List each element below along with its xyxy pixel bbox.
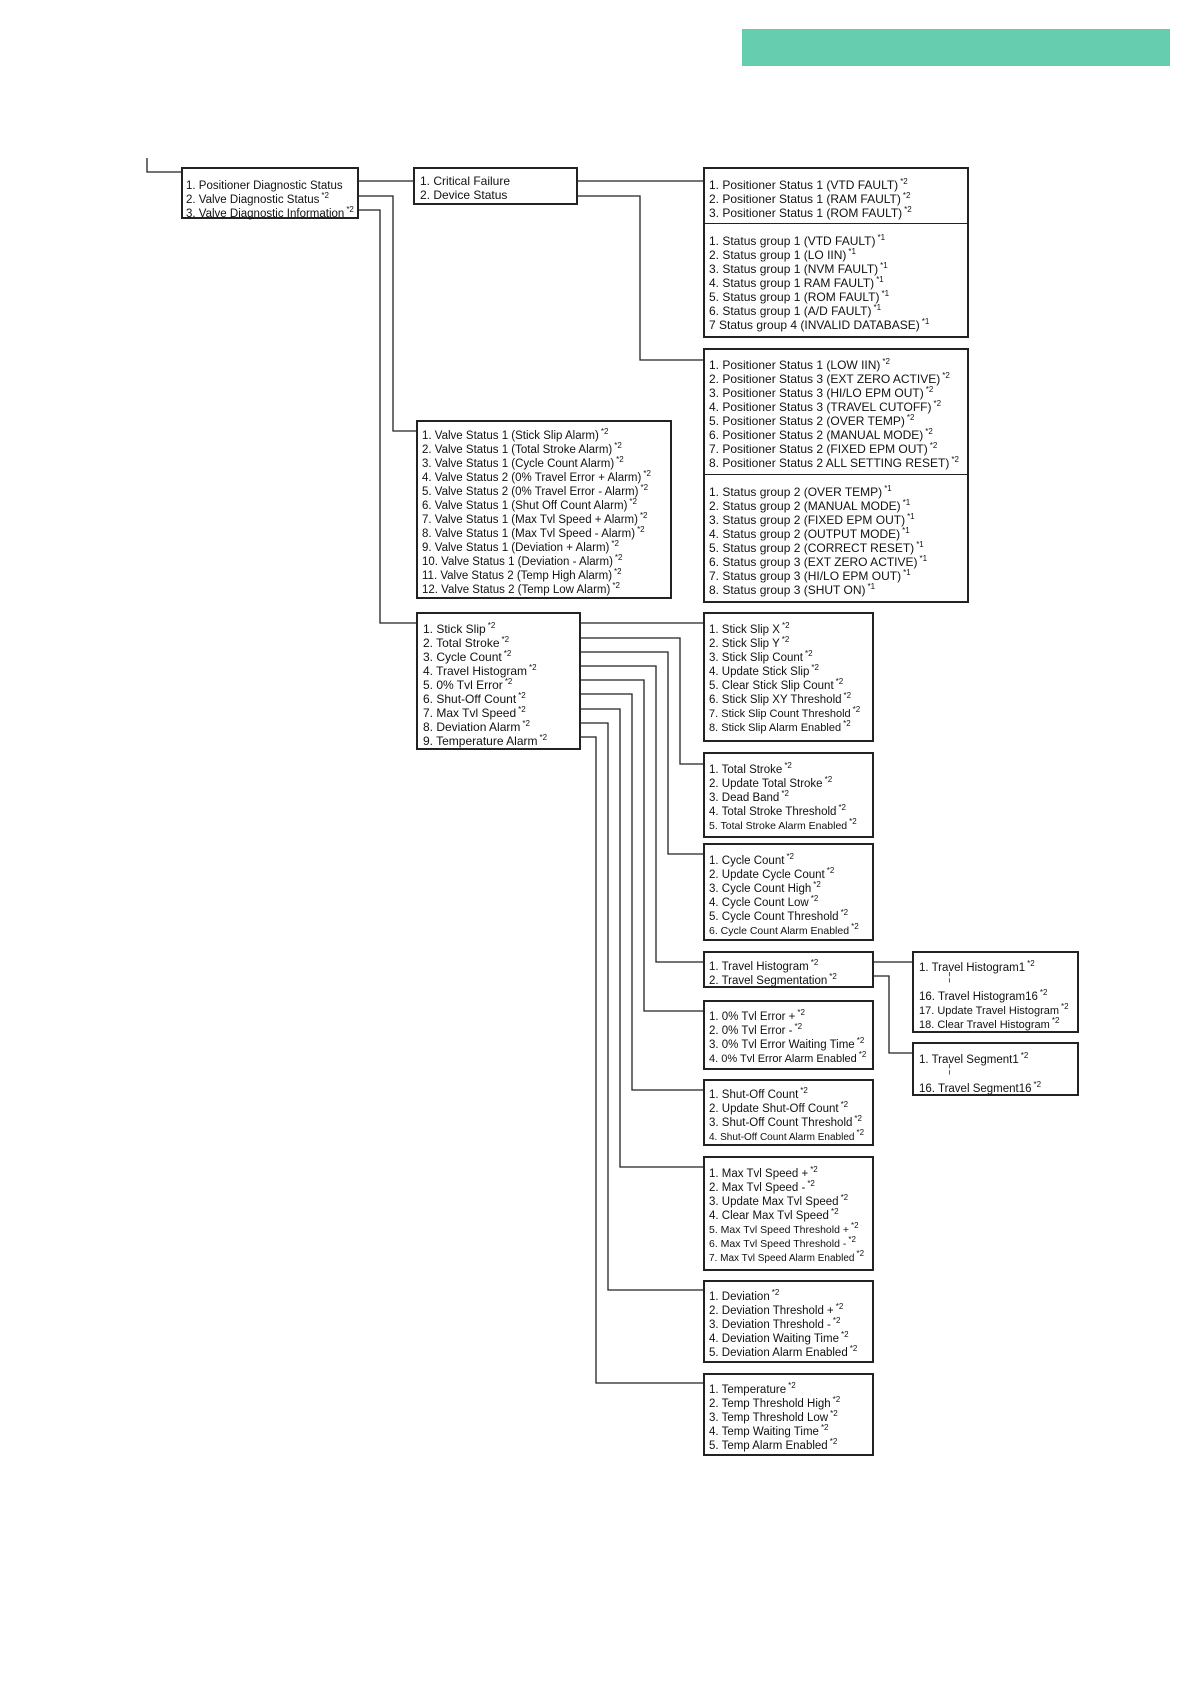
list-item[interactable]: 3. Shut-Off Count Threshold $^{*2}$ [709,1114,862,1129]
list-item[interactable]: 2. Update Total Stroke $^{*2}$ [709,775,833,790]
list-item: 2. Positioner Status 1 (RAM FAULT) $^{*2}$ [709,191,911,206]
link-device-status [512,196,703,360]
deviation-box [703,1280,874,1363]
menu-item-travel-segmentation[interactable]: 2. Travel Segmentation $^{*2}$ [709,972,837,987]
list-item: 4. Valve Status 2 (0% Travel Error + Alarm) $^{*2}$ [422,469,651,484]
list-item: 1. Valve Status 1 (Stick Slip Alarm) $^{*2}$ [422,427,609,442]
list-item: 5. Positioner Status 2 (OVER TEMP) $^{*2}$ [709,413,915,428]
list-item[interactable]: 8. Stick Slip Alarm Enabled $^{*2}$ [709,719,851,734]
menu-item-deviation-alarm[interactable]: 8. Deviation Alarm $^{*2}$ [423,719,530,734]
list-item: 9. Valve Status 1 (Deviation + Alarm) $^{*2}$ [422,539,619,554]
list-item: 6. Status group 3 (EXT ZERO ACTIVE) $^{*1}$ [709,554,928,569]
device-status-box [703,348,969,603]
list-item: 5. Status group 1 (ROM FAULT) $^{*1}$ [709,289,890,304]
list-item[interactable]: 5. Deviation Alarm Enabled $^{*2}$ [709,1344,858,1359]
link-deviation [531,723,703,1290]
list-item: 4. Status group 1 RAM FAULT) $^{*1}$ [709,275,884,290]
menu-item-travel-histogram[interactable]: 4. Travel Histogram $^{*2}$ [423,663,537,678]
list-item: 3. Valve Status 1 (Cycle Count Alarm) $^{*2}$ [422,455,624,470]
list-item[interactable]: 2. 0% Tvl Error - $^{*2}$ [709,1022,803,1037]
list-item[interactable]: 1. Max Tvl Speed + $^{*2}$ [709,1165,818,1180]
list-item[interactable]: 1. Shut-Off Count $^{*2}$ [709,1086,808,1101]
list-item: 2. Status group 2 (MANUAL MODE) $^{*1}$ [709,498,911,513]
list-item[interactable]: 3. Temp Threshold Low $^{*2}$ [709,1409,838,1424]
list-item[interactable]: 3. Cycle Count High $^{*2}$ [709,880,821,895]
list-item: 4. Status group 2 (OUTPUT MODE) $^{*1}$ [709,526,910,541]
list-item: 7 Status group 4 (INVALID DATABASE) $^{*1}$ [709,317,930,332]
list-item[interactable]: 4. Deviation Waiting Time $^{*2}$ [709,1330,849,1345]
list-item[interactable]: 1. 0% Tvl Error + $^{*2}$ [709,1008,805,1023]
list-item: 4. Positioner Status 3 (TRAVEL CUTOFF) $^{*2}$ [709,399,942,414]
list-item: 7. Status group 3 (HI/LO EPM OUT) $^{*1}$ [709,568,911,583]
list-item: 6. Valve Status 1 (Shut Off Count Alarm) $^{*2}$ [422,497,637,512]
valve-info-menu-box [416,612,581,750]
menu-item-critical-failure[interactable]: 1. Critical Failure [420,174,511,188]
travel-histogram-menu-box [703,951,874,988]
list-item[interactable]: 4. Clear Max Tvl Speed $^{*2}$ [709,1207,839,1222]
list-item: 6. Positioner Status 2 (MANUAL MODE) $^{*2}$ [709,427,933,442]
total-stroke-box [703,752,874,838]
list-item[interactable]: 2. Deviation Threshold + $^{*2}$ [709,1302,844,1317]
list-item: 10. Valve Status 1 (Deviation - Alarm) $^{*2}$ [422,553,623,568]
list-item[interactable]: 3. Stick Slip Count $^{*2}$ [709,649,813,664]
list-item: 2. Positioner Status 3 (EXT ZERO ACTIVE) $^{*2}$ [709,371,950,386]
list-item: 11. Valve Status 2 (Temp High Alarm) $^{*2}$ [422,567,622,582]
list-item: 3. Status group 2 (FIXED EPM OUT) $^{*1}$ [709,512,915,527]
list-item[interactable]: 5. Cycle Count Threshold $^{*2}$ [709,908,849,923]
list-item[interactable]: 16. Travel Histogram16 $^{*2}$ [919,988,1048,1003]
list-item[interactable]: 6. Stick Slip XY Threshold $^{*2}$ [709,691,852,706]
list-item[interactable]: 1. Stick Slip X $^{*2}$ [709,621,790,636]
menu-item-total-stroke[interactable]: 2. Total Stroke $^{*2}$ [423,635,510,650]
list-item: 1. Positioner Status 1 (LOW IIN) $^{*2}$ [709,357,890,372]
list-item: 7. Positioner Status 2 (FIXED EPM OUT) $^{*2}$ [709,441,938,456]
segment-list-box [912,1042,1079,1096]
list-item: 5. Status group 2 (CORRECT RESET) $^{*1}$ [709,540,924,555]
positioner-status-menu-box [413,167,578,205]
menu-item-positioner-diagnostic-status[interactable]: 1. Positioner Diagnostic Status [186,180,343,192]
list-item[interactable]: 7. Stick Slip Count Threshold $^{*2}$ [709,705,861,720]
link-valve-info [350,210,416,623]
list-item[interactable]: 1. Total Stroke $^{*2}$ [709,761,792,776]
list-item: 8. Positioner Status 2 ALL SETTING RESET) $^{*2}$ [709,455,959,470]
list-item: 2. Status group 1 (LO IIN) $^{*1}$ [709,247,856,262]
list-item[interactable]: 18. Clear Travel Histogram $^{*2}$ [919,1016,1060,1031]
menu-item-temperature-alarm[interactable]: 9. Temperature Alarm $^{*2}$ [423,733,548,748]
menu-item-cycle-count[interactable]: 3. Cycle Count $^{*2}$ [423,649,512,664]
root-menu-box [181,167,359,219]
link-max-speed [519,709,703,1167]
list-item[interactable]: 1. Travel Histogram1 $^{*2}$ [919,959,1035,974]
tvl-error-box [703,1000,874,1070]
list-item[interactable]: 1. Cycle Count $^{*2}$ [709,852,794,867]
histogram-list-box [912,951,1079,1033]
list-item[interactable]: 3. Deviation Threshold - $^{*2}$ [709,1316,841,1331]
list-item: 2. Valve Status 1 (Total Stroke Alarm) $^{*2}$ [422,441,622,456]
section-divider [705,474,967,475]
list-item: 3. Status group 1 (NVM FAULT) $^{*1}$ [709,261,888,276]
list-item: 6. Status group 1 (A/D FAULT) $^{*1}$ [709,303,882,318]
list-item[interactable]: 4. Total Stroke Threshold $^{*2}$ [709,803,846,818]
menu-item-valve-diagnostic-information[interactable]: 3. Valve Diagnostic Information $^{*2}$ [186,205,354,220]
list-item[interactable]: 3. Update Max Tvl Speed $^{*2}$ [709,1193,849,1208]
list-item[interactable]: 1. Temperature $^{*2}$ [709,1381,796,1396]
list-item[interactable]: 4. 0% Tvl Error Alarm Enabled $^{*2}$ [709,1050,867,1065]
cycle-count-box [703,843,874,941]
list-item[interactable]: 16. Travel Segment16 $^{*2}$ [919,1080,1042,1095]
stick-slip-box [703,612,874,742]
menu-item-max-tvl-speed[interactable]: 7. Max Tvl Speed $^{*2}$ [423,705,526,720]
list-item: 3. Positioner Status 1 (ROM FAULT) $^{*2}$ [709,205,912,220]
list-item[interactable]: 6. Max Tvl Speed Threshold - $^{*2}$ [709,1235,856,1250]
menu-item-device-status[interactable]: 2. Device Status [420,188,508,202]
temperature-box [703,1373,874,1456]
list-item: 8. Status group 3 (SHUT ON) $^{*1}$ [709,582,876,597]
list-item[interactable]: 5. Max Tvl Speed Threshold + $^{*2}$ [709,1221,859,1236]
list-item[interactable]: 4. Temp Waiting Time $^{*2}$ [709,1423,829,1438]
valve-status-box [416,420,672,599]
list-item[interactable]: 4. Cycle Count Low $^{*2}$ [709,894,819,909]
continuation-marker: ¦ [948,1063,951,1075]
max-speed-box [703,1156,874,1271]
list-item: 5. Valve Status 2 (0% Travel Error - Alarm) $^{*2}$ [422,483,649,498]
list-item[interactable]: 4. Update Stick Slip $^{*2}$ [709,663,819,678]
list-item: 8. Valve Status 1 (Max Tvl Speed - Alarm) $^{*2}$ [422,525,645,540]
list-item[interactable]: 1. Deviation $^{*2}$ [709,1288,780,1303]
list-item[interactable]: 5. Clear Stick Slip Count $^{*2}$ [709,677,844,692]
list-item[interactable]: 4. Shut-Off Count Alarm Enabled $^{*2}$ [709,1128,865,1143]
list-item[interactable]: 7. Max Tvl Speed Alarm Enabled $^{*2}$ [709,1249,865,1264]
list-item[interactable]: 2. Max Tvl Speed - $^{*2}$ [709,1179,815,1194]
list-item[interactable]: 2. Update Shut-Off Count $^{*2}$ [709,1100,849,1115]
menu-item-tvl-error[interactable]: 5. 0% Tvl Error $^{*2}$ [423,677,513,692]
critical-failure-box [703,167,969,338]
link-shutoff [530,694,703,1090]
menu-item-valve-diagnostic-status[interactable]: 2. Valve Diagnostic Status $^{*2}$ [186,191,329,206]
menu-item-shutoff-count[interactable]: 6. Shut-Off Count $^{*2}$ [423,691,526,706]
list-item[interactable]: 5. Temp Alarm Enabled $^{*2}$ [709,1437,838,1452]
list-item[interactable]: 2. Stick Slip Y $^{*2}$ [709,635,790,650]
list-item[interactable]: 17. Update Travel Histogram $^{*2}$ [919,1002,1069,1017]
list-item[interactable]: 3. 0% Tvl Error Waiting Time $^{*2}$ [709,1036,865,1051]
list-item: 1. Positioner Status 1 (VTD FAULT) $^{*2}$ [709,177,908,192]
list-item: 3. Positioner Status 3 (HI/LO EPM OUT) $^{*2}$ [709,385,934,400]
list-item[interactable]: 2. Update Cycle Count $^{*2}$ [709,866,835,881]
list-item[interactable]: 3. Dead Band $^{*2}$ [709,789,789,804]
list-item[interactable]: 6. Cycle Count Alarm Enabled $^{*2}$ [709,922,859,937]
list-item[interactable]: 2. Temp Threshold High $^{*2}$ [709,1395,841,1410]
link-temperature [568,737,703,1383]
list-item: 1. Status group 1 (VTD FAULT) $^{*1}$ [709,233,886,248]
shutoff-box [703,1079,874,1146]
continuation-marker: ¦ [948,971,951,983]
menu-item-travel-histogram-data[interactable]: 1. Travel Histogram $^{*2}$ [709,958,819,973]
list-item: 1. Status group 2 (OVER TEMP) $^{*1}$ [709,484,892,499]
list-item[interactable]: 1. Travel Segment1 $^{*2}$ [919,1051,1029,1066]
list-item[interactable]: 5. Total Stroke Alarm Enabled $^{*2}$ [709,817,857,832]
root-entry-line [147,158,181,172]
list-item: 12. Valve Status 2 (Temp Low Alarm) $^{*2}$ [422,581,620,596]
menu-item-stick-slip[interactable]: 1. Stick Slip $^{*2}$ [423,621,496,636]
link-valve-status [342,196,416,431]
list-item: 7. Valve Status 1 (Max Tvl Speed + Alarm) $^{*2}$ [422,511,648,526]
section-divider [705,223,967,224]
